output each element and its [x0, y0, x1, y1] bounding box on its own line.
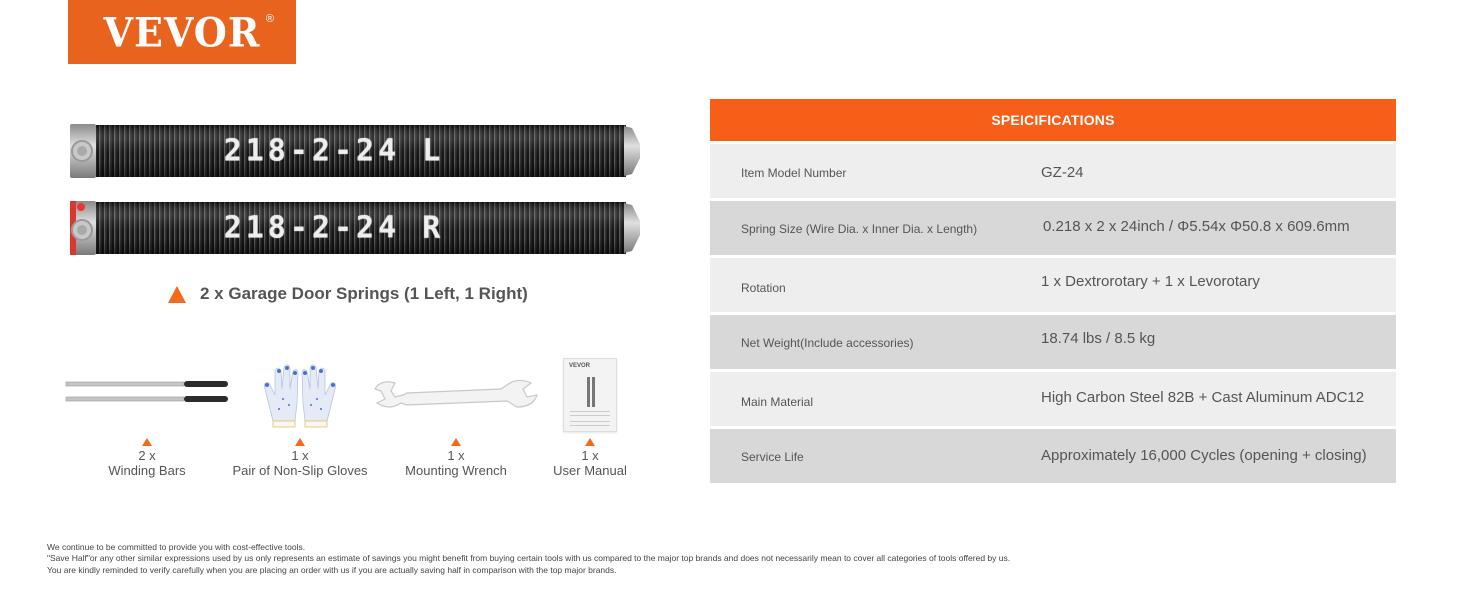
spec-label: Service Life: [741, 450, 804, 464]
manual-icon: [563, 358, 617, 432]
accessory-name: Mounting Wrench: [405, 463, 507, 478]
garage-spring-left-image: [68, 122, 640, 180]
specifications-title: SPEICIFICATIONS: [710, 99, 1396, 141]
vevor-logo: [68, 0, 296, 64]
logo-text: VEVOR: [103, 8, 261, 56]
accessory-qty: 1 x: [291, 448, 309, 463]
accessory-qty: 1 x: [447, 448, 465, 463]
spec-value: Approximately 16,000 Cycles (opening + closing): [1041, 447, 1367, 464]
triangle-pointer-icon: [142, 438, 152, 446]
spec-label: Item Model Number: [741, 166, 847, 180]
spec-row-rotation: [710, 258, 1396, 312]
registered-mark: ®: [265, 13, 274, 25]
accessory-qty: 2 x: [138, 448, 156, 463]
gloves-icon: [255, 359, 345, 431]
specifications-table: [710, 99, 1396, 483]
accessory-name: Winding Bars: [108, 463, 186, 478]
spec-label: Main Material: [741, 395, 814, 409]
spec-row-spring-size: [710, 201, 1396, 255]
garage-spring-right-image: [68, 199, 640, 257]
accessory-winding-bars: [62, 352, 232, 478]
spec-row-service-life: [710, 429, 1396, 483]
accessory-wrench: [364, 352, 548, 478]
springs-caption-text: 2 x Garage Door Springs (1 Left, 1 Right): [200, 284, 528, 303]
springs-caption: [168, 284, 528, 304]
triangle-pointer-icon: [168, 286, 186, 303]
spec-row-model: [710, 144, 1396, 198]
spec-row-net-weight: [710, 315, 1396, 369]
disclaimer-line: You are kindly reminded to verify carefully when you are placing an order with us if you are actually saving half in comparison with the top major brands.: [47, 564, 617, 575]
spec-value: GZ-24: [1041, 164, 1084, 181]
spring-left-marking: 218-2-24 L: [223, 133, 445, 169]
manual-brand: VEVOR: [569, 363, 591, 369]
spec-value: 0.218 x 2 x 24inch / Φ5.54x Φ50.8 x 609.6mm: [1043, 218, 1350, 235]
spec-label: Net Weight(Include accessories): [741, 336, 914, 350]
accessory-gloves: [224, 352, 376, 478]
disclaimer-line: "Save Half"or any other similar expressions used by us only represents an estimate of savings you might benefit from buying certain tools with us compared to the major top brands and does not necessarily mean to cover all categories of tools offered by us.: [47, 553, 1011, 564]
winding-bars-icon: [62, 375, 232, 415]
disclaimer: [47, 542, 1010, 576]
spec-label: Spring Size (Wire Dia. x Inner Dia. x Length): [741, 222, 978, 236]
disclaimer-line: We continue to be committed to provide you with cost-effective tools.: [47, 542, 306, 552]
triangle-pointer-icon: [295, 438, 305, 446]
accessory-user-manual: [540, 352, 640, 478]
spec-label: Rotation: [741, 281, 786, 295]
triangle-pointer-icon: [585, 438, 595, 446]
spring-right-marking: 218-2-24 R: [223, 210, 445, 246]
triangle-pointer-icon: [451, 438, 461, 446]
spec-row-material: [710, 372, 1396, 426]
spec-value: 1 x Dextrorotary + 1 x Levorotary: [1041, 273, 1260, 290]
wrench-icon: [371, 375, 541, 415]
accessory-name: Pair of Non-Slip Gloves: [232, 463, 368, 478]
spec-value: 18.74 lbs / 8.5 kg: [1041, 330, 1156, 347]
spec-value: High Carbon Steel 82B + Cast Aluminum ADC12: [1041, 389, 1365, 406]
accessory-qty: 1 x: [581, 448, 599, 463]
accessory-name: User Manual: [553, 463, 627, 478]
